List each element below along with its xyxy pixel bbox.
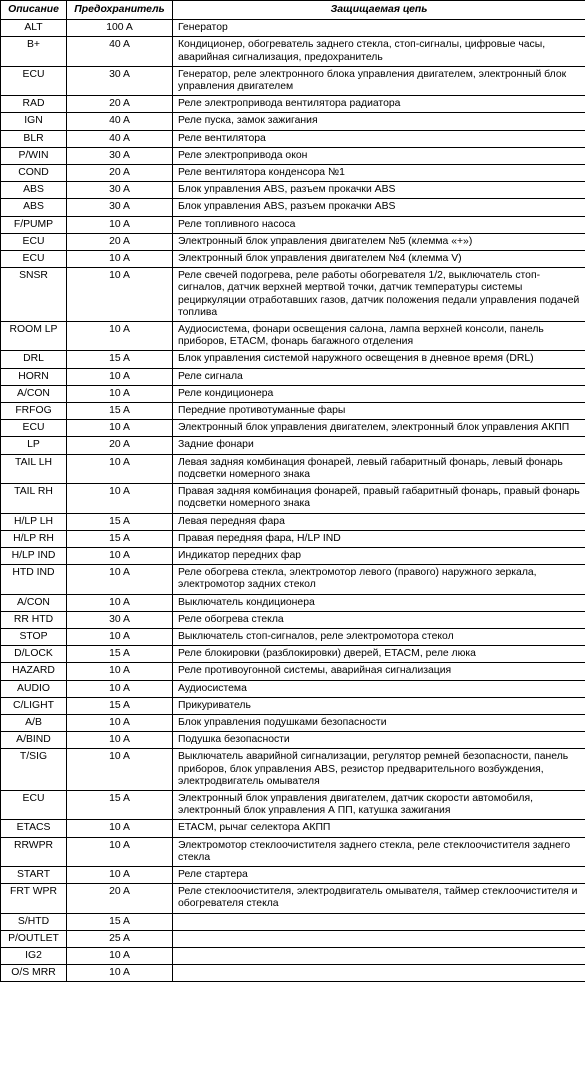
cell-description: COND [1,165,67,182]
header-row [1,1,585,20]
table-row [1,96,585,113]
table-row [1,233,585,250]
table-row [1,368,585,385]
table-row [1,20,585,37]
cell-description: ETACS [1,820,67,837]
cell-description: AUDIO [1,680,67,697]
cell-circuit: Выключатель кондиционера [173,594,585,611]
cell-circuit [173,965,585,982]
cell-circuit: Электронный блок управления двигателем, электронный блок управления АКПП [173,420,585,437]
table-row [1,749,585,791]
cell-description: DRL [1,351,67,368]
table-row [1,165,585,182]
cell-circuit: Генератор, реле электронного блока управления двигателем, электронный блок управления двигателем [173,66,585,95]
cell-circuit: ETACM, рычаг селектора АКПП [173,820,585,837]
cell-fuse: 15 A [67,513,173,530]
table-row [1,594,585,611]
table-row [1,663,585,680]
cell-fuse: 40 A [67,37,173,66]
cell-fuse: 10 A [67,965,173,982]
cell-description: A/BIND [1,732,67,749]
cell-fuse: 10 A [67,680,173,697]
table-row [1,732,585,749]
table-row [1,565,585,594]
cell-fuse: 20 A [67,884,173,913]
table-row [1,513,585,530]
cell-circuit: Реле обогрева стекла, электромотор левого (правого) наружного зеркала, электромотор задних стекол [173,565,585,594]
cell-fuse: 10 A [67,268,173,322]
cell-circuit: Реле обогрева стекла [173,611,585,628]
cell-fuse: 15 A [67,530,173,547]
cell-description: S/HTD [1,913,67,930]
cell-fuse: 30 A [67,147,173,164]
table-row [1,216,585,233]
cell-description: HORN [1,368,67,385]
cell-fuse: 10 A [67,594,173,611]
cell-description: O/S MRR [1,965,67,982]
cell-fuse: 20 A [67,437,173,454]
cell-description: STOP [1,628,67,645]
cell-description: A/CON [1,594,67,611]
table-row [1,913,585,930]
cell-fuse: 10 A [67,547,173,564]
cell-description: TAIL RH [1,484,67,513]
cell-fuse: 20 A [67,96,173,113]
cell-fuse: 30 A [67,66,173,95]
cell-circuit: Левая передняя фара [173,513,585,530]
cell-circuit: Реле вентилятора конденсора №1 [173,165,585,182]
table-row [1,965,585,982]
cell-description: LP [1,437,67,454]
cell-fuse: 10 A [67,565,173,594]
table-body [1,20,585,982]
header-description: Описание [1,1,67,20]
cell-description: ECU [1,233,67,250]
cell-circuit: Блок управления ABS, разъем прокачки ABS [173,182,585,199]
cell-fuse: 10 A [67,820,173,837]
cell-circuit: Прикуриватель [173,697,585,714]
cell-fuse: 10 A [67,947,173,964]
cell-circuit: Реле свечей подогрева, реле работы обогревателя 1/2, выключатель стоп-сигналов, датчик верхней мертвой точки, датчик температуры системы рециркуляции отработавших газов, датчик положения педали управления подачей топлива [173,268,585,322]
table-row [1,697,585,714]
cell-description: RR HTD [1,611,67,628]
table-row [1,268,585,322]
cell-description: ABS [1,199,67,216]
cell-fuse: 10 A [67,216,173,233]
cell-description: F/PUMP [1,216,67,233]
table-row [1,385,585,402]
cell-circuit [173,913,585,930]
cell-circuit: Реле кондиционера [173,385,585,402]
cell-description: BLR [1,130,67,147]
table-row [1,790,585,819]
cell-circuit: Выключатель аварийной сигнализации, регулятор ремней безопасности, панель приборов, блок управления ABS, резистор предварительного возбуждения, электродвигатель омывателя [173,749,585,791]
cell-circuit: Реле противоугонной системы, аварийная сигнализация [173,663,585,680]
cell-description: D/LOCK [1,646,67,663]
cell-fuse: 10 A [67,251,173,268]
cell-description: IGN [1,113,67,130]
cell-description: ROOM LP [1,322,67,351]
header-fuse: Предохранитель [67,1,173,20]
cell-circuit: Реле сигнала [173,368,585,385]
cell-circuit: Задние фонари [173,437,585,454]
cell-circuit: Реле блокировки (разблокировки) дверей, ETACM, реле люка [173,646,585,663]
cell-fuse: 15 A [67,697,173,714]
table-row [1,947,585,964]
table-row [1,484,585,513]
cell-circuit: Реле пуска, замок зажигания [173,113,585,130]
cell-circuit: Реле электропривода окон [173,147,585,164]
cell-circuit: Электронный блок управления двигателем, датчик скорости автомобиля, электронный блок управления А ПП, катушка зажигания [173,790,585,819]
cell-fuse: 10 A [67,866,173,883]
cell-circuit: Выключатель стоп-сигналов, реле электромотора стекол [173,628,585,645]
cell-fuse: 10 A [67,420,173,437]
cell-fuse: 15 A [67,790,173,819]
cell-description: HAZARD [1,663,67,680]
cell-circuit: Реле стеклоочистителя, электродвигатель омывателя, таймер стеклоочистителя и обогревателя стекла [173,884,585,913]
table-row [1,113,585,130]
cell-description: P/OUTLET [1,930,67,947]
cell-fuse: 10 A [67,628,173,645]
cell-fuse: 20 A [67,165,173,182]
cell-fuse: 30 A [67,199,173,216]
cell-description: RRWPR [1,837,67,866]
table-row [1,530,585,547]
cell-fuse: 10 A [67,714,173,731]
cell-description: C/LIGHT [1,697,67,714]
cell-circuit: Левая задняя комбинация фонарей, левый габаритный фонарь, левый фонарь подсветки номерного знака [173,454,585,483]
table-row [1,820,585,837]
cell-description: RAD [1,96,67,113]
table-row [1,547,585,564]
cell-description: T/SIG [1,749,67,791]
cell-description: A/B [1,714,67,731]
table-row [1,403,585,420]
cell-description: H/LP RH [1,530,67,547]
cell-description: SNSR [1,268,67,322]
table-row [1,322,585,351]
cell-description: HTD IND [1,565,67,594]
cell-fuse: 10 A [67,837,173,866]
cell-description: ECU [1,66,67,95]
cell-circuit: Реле вентилятора [173,130,585,147]
cell-fuse: 10 A [67,385,173,402]
cell-description: ECU [1,790,67,819]
cell-circuit: Подушка безопасности [173,732,585,749]
cell-fuse: 40 A [67,113,173,130]
cell-circuit: Аудиосистема [173,680,585,697]
cell-fuse: 100 A [67,20,173,37]
table-row [1,420,585,437]
table-row [1,251,585,268]
cell-fuse: 30 A [67,182,173,199]
table-row [1,199,585,216]
cell-fuse: 10 A [67,368,173,385]
table-row [1,182,585,199]
table-row [1,680,585,697]
cell-description: H/LP IND [1,547,67,564]
cell-description: ECU [1,251,67,268]
cell-description: IG2 [1,947,67,964]
cell-description: START [1,866,67,883]
table-row [1,454,585,483]
table-row [1,66,585,95]
cell-circuit: Передние противотуманные фары [173,403,585,420]
cell-circuit: Электронный блок управления двигателем №5 (клемма «+») [173,233,585,250]
cell-circuit: Блок управления системой наружного освещения в дневное время (DRL) [173,351,585,368]
cell-description: ABS [1,182,67,199]
table-row [1,646,585,663]
table-row [1,714,585,731]
cell-fuse: 10 A [67,322,173,351]
table-row [1,351,585,368]
cell-circuit: Кондиционер, обогреватель заднего стекла, стоп-сигналы, цифровые часы, аварийная сигнализация, предохранитель [173,37,585,66]
cell-fuse: 15 A [67,913,173,930]
cell-circuit: Электромотор стеклоочистителя заднего стекла, реле стеклоочистителя заднего стекла [173,837,585,866]
header-circuit: Защищаемая цепь [173,1,585,20]
cell-circuit: Блок управления подушками безопасности [173,714,585,731]
cell-circuit: Реле электропривода вентилятора радиатора [173,96,585,113]
cell-fuse: 10 A [67,484,173,513]
cell-fuse: 10 A [67,454,173,483]
table-row [1,437,585,454]
table-row [1,884,585,913]
cell-circuit: Аудиосистема, фонари освещения салона, лампа верхней консоли, панель приборов, ETACM, фонарь багажного отделения [173,322,585,351]
cell-circuit: Блок управления ABS, разъем прокачки ABS [173,199,585,216]
cell-fuse: 10 A [67,663,173,680]
cell-circuit: Электронный блок управления двигателем №4 (клемма V) [173,251,585,268]
table-row [1,628,585,645]
cell-fuse: 30 A [67,611,173,628]
table-row [1,130,585,147]
cell-fuse: 10 A [67,732,173,749]
cell-circuit: Генератор [173,20,585,37]
cell-circuit [173,930,585,947]
cell-fuse: 10 A [67,749,173,791]
table-row [1,837,585,866]
cell-circuit: Правая передняя фара, H/LP IND [173,530,585,547]
cell-fuse: 15 A [67,351,173,368]
cell-circuit: Реле топливного насоса [173,216,585,233]
cell-description: H/LP LH [1,513,67,530]
cell-description: A/CON [1,385,67,402]
cell-description: TAIL LH [1,454,67,483]
table-row [1,37,585,66]
cell-fuse: 25 A [67,930,173,947]
cell-circuit: Правая задняя комбинация фонарей, правый габаритный фонарь, правый фонарь подсветки номерного знака [173,484,585,513]
cell-fuse: 40 A [67,130,173,147]
cell-description: FRFOG [1,403,67,420]
cell-fuse: 20 A [67,233,173,250]
cell-fuse: 15 A [67,646,173,663]
cell-description: ECU [1,420,67,437]
table-row [1,866,585,883]
cell-description: P/WIN [1,147,67,164]
table-row [1,930,585,947]
table-row [1,147,585,164]
table-row [1,611,585,628]
cell-circuit: Реле стартера [173,866,585,883]
cell-circuit: Индикатор передних фар [173,547,585,564]
cell-circuit [173,947,585,964]
cell-description: ALT [1,20,67,37]
cell-description: B+ [1,37,67,66]
cell-fuse: 15 A [67,403,173,420]
cell-description: FRT WPR [1,884,67,913]
